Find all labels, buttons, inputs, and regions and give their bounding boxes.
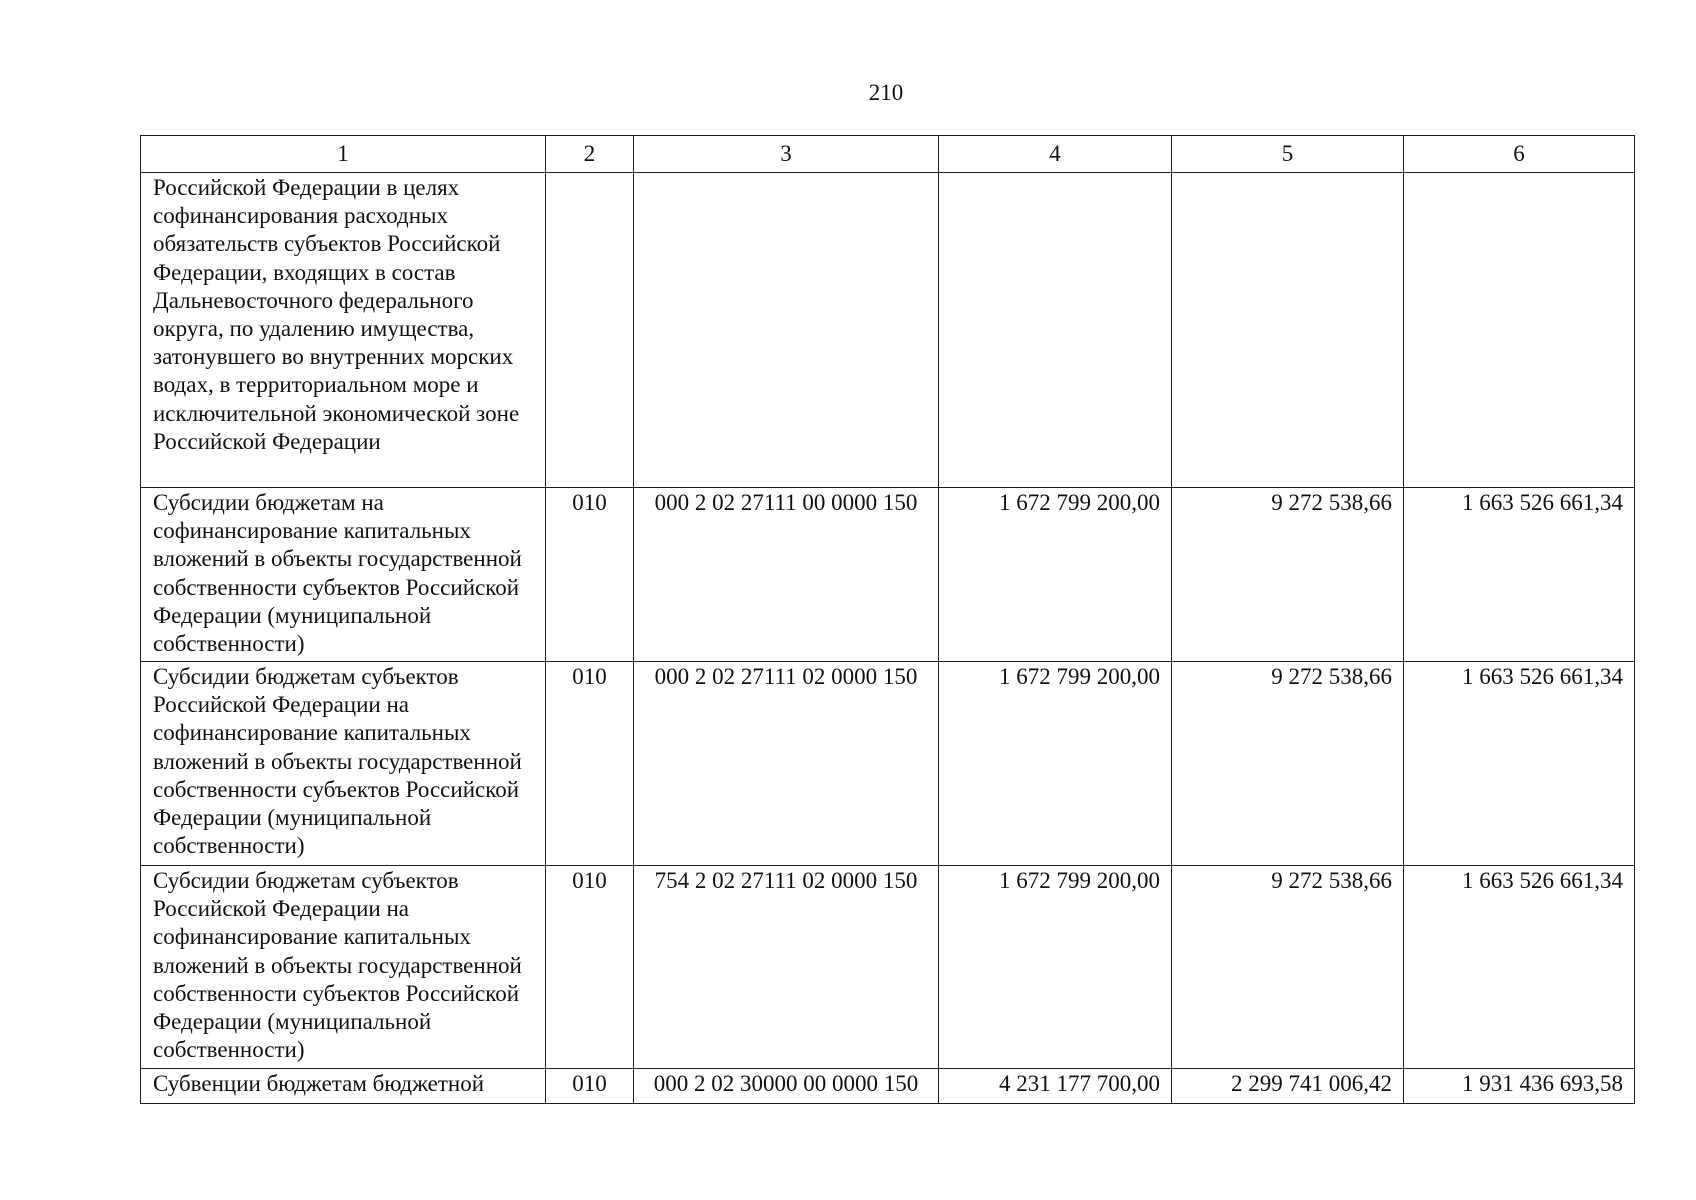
column-header-4: 4 (939, 136, 1172, 173)
unexecuted-amount-cell: 1 663 526 661,34 (1404, 662, 1635, 866)
unexecuted-amount-cell (1404, 173, 1635, 488)
executed-amount-cell: 9 272 538,66 (1172, 866, 1404, 1069)
column-header-6: 6 (1404, 136, 1635, 173)
page-number: 210 (868, 80, 904, 105)
row-name-cell: Российской Федерации в целях софинансирования расходных обязательств субъектов Российской Федерации, входящих в состав Дальневосточного федерального округа, по удалению имущества, затонувшего во внутренних морских водах, в территориальном море и исключительной экономической зоне Российской Федерации (141, 173, 546, 488)
row-name-cell: Субсидии бюджетам субъектов Российской Федерации на софинансирование капитальных вложений в объекты государственной собственности субъектов Российской Федерации (муниципальной собственности) (141, 662, 546, 866)
table-row (141, 866, 1635, 1069)
admin-code-cell: 010 (546, 1069, 634, 1104)
budget-code-cell: 000 2 02 30000 00 0000 150 (634, 1069, 939, 1104)
row-name-cell: Субсидии бюджетам на софинансирование капитальных вложений в объекты государственной собственности субъектов Российской Федерации (муниципальной собственности) (141, 488, 546, 662)
admin-code-cell (546, 173, 634, 488)
admin-code-cell: 010 (546, 488, 634, 662)
row-name-cell: Субсидии бюджетам субъектов Российской Федерации на софинансирование капитальных вложений в объекты государственной собственности субъектов Российской Федерации (муниципальной собственности) (141, 866, 546, 1069)
approved-amount-cell (939, 173, 1172, 488)
budget-table (140, 135, 1635, 1104)
admin-code-cell: 010 (546, 866, 634, 1069)
executed-amount-cell (1172, 173, 1404, 488)
table-row (141, 1069, 1635, 1104)
approved-amount-cell: 1 672 799 200,00 (939, 662, 1172, 866)
column-header-1: 1 (141, 136, 546, 173)
unexecuted-amount-cell: 1 663 526 661,34 (1404, 488, 1635, 662)
table-row (141, 173, 1635, 488)
row-name-cell: Субвенции бюджетам бюджетной (141, 1069, 546, 1104)
budget-code-cell: 000 2 02 27111 02 0000 150 (634, 662, 939, 866)
table-row (141, 662, 1635, 866)
executed-amount-cell: 2 299 741 006,42 (1172, 1069, 1404, 1104)
table-row (141, 488, 1635, 662)
executed-amount-cell: 9 272 538,66 (1172, 662, 1404, 866)
approved-amount-cell: 4 231 177 700,00 (939, 1069, 1172, 1104)
budget-code-cell: 000 2 02 27111 00 0000 150 (634, 488, 939, 662)
approved-amount-cell: 1 672 799 200,00 (939, 488, 1172, 662)
budget-code-cell (634, 173, 939, 488)
column-header-5: 5 (1172, 136, 1404, 173)
column-header-2: 2 (546, 136, 634, 173)
approved-amount-cell: 1 672 799 200,00 (939, 866, 1172, 1069)
executed-amount-cell: 9 272 538,66 (1172, 488, 1404, 662)
unexecuted-amount-cell: 1 931 436 693,58 (1404, 1069, 1635, 1104)
column-header-3: 3 (634, 136, 939, 173)
admin-code-cell: 010 (546, 662, 634, 866)
table-header-row (141, 136, 1635, 173)
unexecuted-amount-cell: 1 663 526 661,34 (1404, 866, 1635, 1069)
budget-code-cell: 754 2 02 27111 02 0000 150 (634, 866, 939, 1069)
